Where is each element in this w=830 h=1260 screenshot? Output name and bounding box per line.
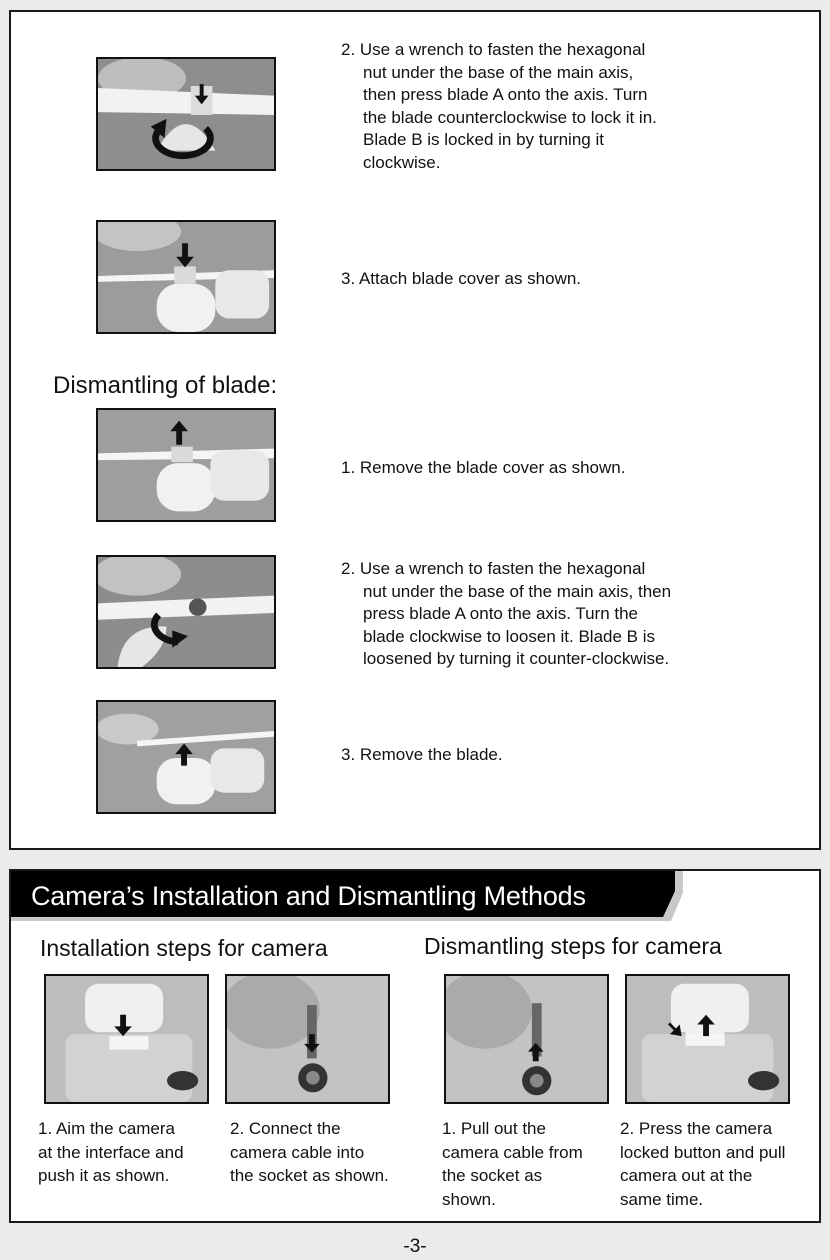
camera-section-title: Camera’s Installation and Dismantling Methods [31, 881, 586, 911]
blade-lock-photo [96, 57, 276, 171]
dismantle-step2-caption: 2. Press the camera locked button and pull camera out at the same time. [620, 1119, 786, 1209]
camera-aim-photo [44, 974, 209, 1104]
dismantle-step1: 1. Remove the blade cover as shown. [341, 458, 626, 477]
camera-cable-pull-photo [444, 974, 609, 1104]
dismantle-step2: 2. Use a wrench to fasten the hexagonal nut under the base of the main axis, then press blade A onto the axis. Turn the blade clockwise to loosen it. Blade B is loosened by turning it counter-clockwise. [341, 559, 672, 668]
dismantling-heading: Dismantling of blade: [53, 372, 278, 399]
install-step1-caption: 1. Aim the camera at the interface and push it as shown. [38, 1119, 184, 1185]
dismantle-step3: 3. Remove the blade. [341, 745, 503, 764]
camera-release-photo [625, 974, 790, 1104]
camera-cable-connect-photo [225, 974, 390, 1104]
page-number: -3- [403, 1236, 427, 1257]
dismantle-step1-caption: 1. Pull out the camera cable from the socket as shown. [442, 1119, 583, 1209]
blade-install-step3: 3. Attach blade cover as shown. [341, 269, 582, 288]
blade-instructions-panel [9, 10, 821, 850]
remove-blade-photo [96, 700, 276, 814]
dismantle-steps-heading: Dismantling steps for camera [424, 933, 722, 959]
attach-cover-photo [96, 220, 276, 334]
camera-instructions-panel [9, 869, 821, 1223]
blade-install-step2: 2. Use a wrench to fasten the hexagonal nut under the base of the main axis, then press blade A onto the axis. Turn the blade counterclockwise to lock it in. Blade B is locked in by turning it clockwise. [341, 40, 657, 172]
blade-unlock-photo [96, 555, 276, 669]
install-steps-heading: Installation steps for camera [40, 935, 328, 961]
install-step2-caption: 2. Connect the camera cable into the socket as shown. [230, 1119, 389, 1185]
remove-cover-photo [96, 408, 276, 522]
